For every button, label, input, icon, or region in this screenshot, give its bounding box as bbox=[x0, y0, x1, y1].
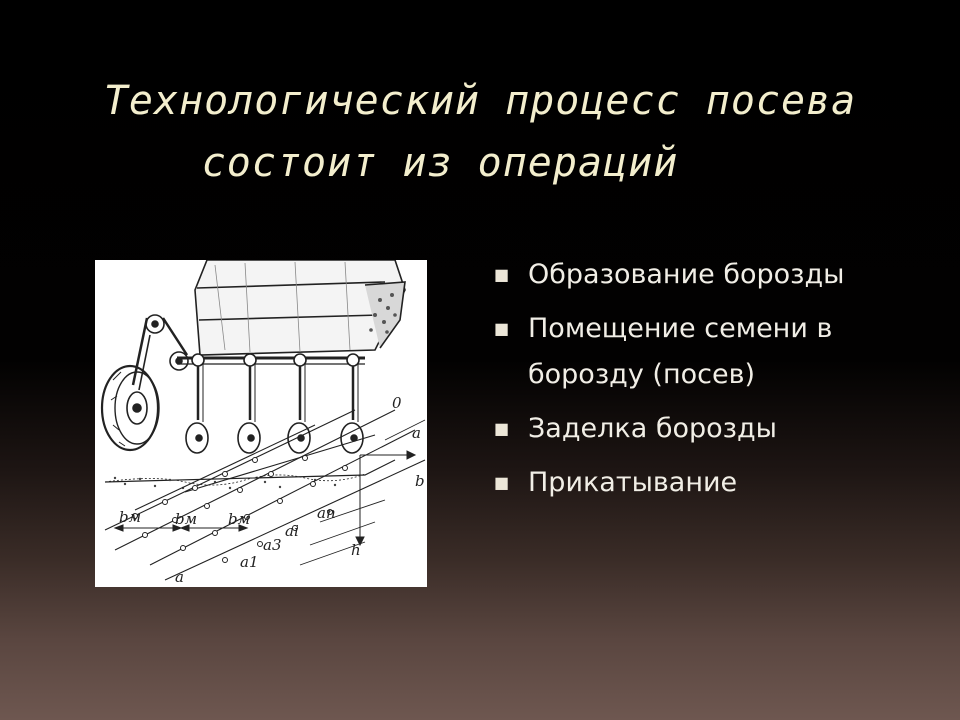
label-a-bottom: a bbox=[175, 568, 184, 586]
list-item bbox=[492, 306, 932, 398]
seeder-diagram bbox=[95, 260, 427, 587]
label-o: 0 bbox=[392, 394, 402, 412]
bullet-icon: ■ bbox=[494, 473, 510, 492]
bullet-icon: ■ bbox=[494, 319, 510, 338]
bullet-icon: ■ bbox=[494, 265, 510, 284]
label-a: a bbox=[412, 424, 421, 442]
seed-dots bbox=[133, 456, 348, 563]
list-item bbox=[492, 252, 932, 298]
furrow-lines bbox=[105, 410, 425, 580]
title-line-2: состоит из операций bbox=[201, 140, 679, 186]
label-bm-3: bм bbox=[228, 510, 251, 528]
label-ai: ai bbox=[285, 522, 299, 540]
drive-shaft bbox=[177, 358, 365, 364]
slide-title bbox=[0, 70, 960, 194]
hopper-drawing bbox=[195, 260, 405, 355]
bullet-icon: ■ bbox=[494, 419, 510, 438]
ground-wheel bbox=[102, 366, 159, 450]
list-item-text: Помещение семени в борозду (посев) bbox=[528, 313, 833, 390]
list-item-text: Прикатывание bbox=[528, 467, 738, 498]
seed-tubes bbox=[186, 354, 363, 453]
label-a3: a3 bbox=[263, 536, 282, 554]
label-an: an bbox=[317, 504, 336, 522]
list-item bbox=[492, 460, 932, 506]
label-a1: a1 bbox=[240, 553, 259, 571]
list-item bbox=[492, 406, 932, 452]
label-b: b bbox=[415, 472, 425, 490]
soil-surface bbox=[105, 460, 395, 489]
operations-list bbox=[492, 252, 932, 514]
label-bm-1: bм bbox=[119, 508, 142, 526]
title-line-1: Технологический процесс посева bbox=[103, 78, 857, 124]
list-item-text: Заделка борозды bbox=[528, 413, 777, 444]
label-h: h bbox=[351, 541, 361, 559]
label-bm-2: bм bbox=[175, 510, 198, 528]
chain-drive bbox=[133, 315, 188, 390]
list-item-text: Образование борозды bbox=[528, 259, 845, 290]
